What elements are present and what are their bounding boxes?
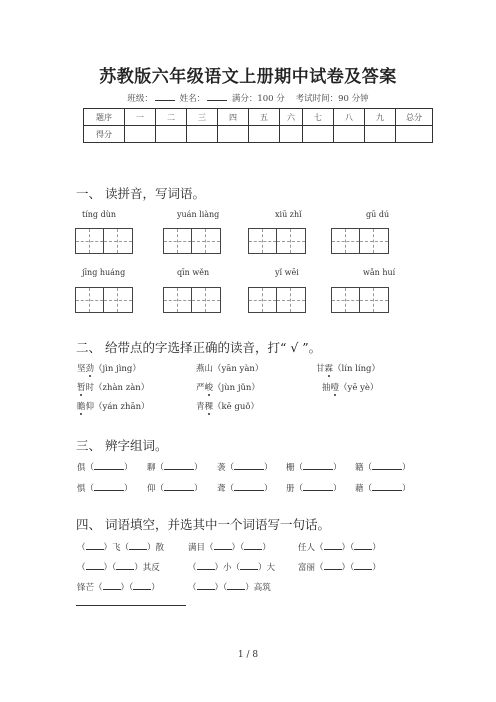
header-cell: 五 [249,109,280,126]
section-4-heading: 四、 词语填空，并选其中一个词语写一句话。 [76,517,330,532]
score-cell[interactable] [334,126,365,143]
answer-blank[interactable] [227,581,245,590]
score-cell[interactable] [365,126,396,143]
score-table [83,108,433,143]
dotted-char: 劲 [85,364,95,374]
idiom-text: ）大 [258,563,276,573]
idiom-text: ） [372,563,381,573]
answer-blank[interactable] [86,541,104,550]
char-label: 籍（ [355,463,373,473]
idiom-line[interactable] [298,541,381,553]
pinyin-label: wǎn huí [363,268,396,277]
item-text: 燕山（yān yàn） [196,364,264,374]
item-options: （jìn jìng） [94,364,141,374]
word-group[interactable] [355,461,411,473]
char-label: 聋（ [217,484,235,494]
answer-blank[interactable] [372,482,402,491]
char-label: 袭（ [217,463,235,473]
char-label: 俱（ [77,463,95,473]
class-label: 班级： [127,94,153,104]
idiom-text: （ [77,563,86,573]
idiom-text: （ [188,563,197,573]
word-group[interactable] [217,461,273,473]
pinyin-label: gū dú [366,210,390,219]
close-paren: ） [333,463,342,473]
score-cell[interactable] [396,126,433,143]
word-group[interactable] [77,482,133,494]
answer-blank[interactable] [94,482,124,491]
item-text: 严 [196,383,205,393]
word-group[interactable] [77,461,133,473]
answer-blank[interactable] [354,561,372,570]
header-cell: 九 [365,109,396,126]
close-paren: ） [124,484,133,494]
class-blank [155,91,175,101]
idiom-text: 锋芒（ [77,583,103,593]
header-cell: 三 [187,109,218,126]
answer-blank[interactable] [303,482,333,491]
writing-grid[interactable] [163,287,221,313]
word-group[interactable] [147,482,203,494]
idiom-text: 富丽（ [298,563,324,573]
writing-grid[interactable] [163,228,221,254]
score-cell[interactable] [280,126,303,143]
header-cell: 六 [280,109,303,126]
idiom-text: ）飞（ [103,543,130,553]
word-group[interactable] [286,461,342,473]
idiom-line[interactable] [298,561,381,573]
item-text: 抽 [322,383,331,393]
reading-item[interactable] [77,381,149,393]
score-cell[interactable] [303,126,334,143]
header-cell: 四 [218,109,249,126]
dotted-char: 噎 [330,383,340,393]
word-group[interactable] [217,482,273,494]
idiom-line[interactable] [188,541,271,553]
row-label: 得分 [84,126,125,143]
idiom-text: ）（ [214,583,228,593]
sentence-answer-line[interactable] [76,605,186,606]
dotted-char: 霖 [324,364,334,374]
writing-grid[interactable] [248,287,306,313]
idiom-text: ）散 [147,543,165,553]
score-table-header-row [84,109,433,126]
idiom-text: ） [151,583,160,593]
section-1-heading: 一、 读拼音，写词语。 [76,186,205,201]
document-title: 苏教版六年级语文上册期中试卷及答案 [99,67,397,87]
idiom-text: （ [77,543,86,553]
item-options: （kē guǒ） [213,402,259,412]
pinyin-label: qīn wěn [177,268,210,277]
idiom-text: ）（ [341,543,355,553]
answer-blank[interactable] [164,461,194,470]
item-options: （lín líng） [333,364,380,374]
idiom-text: ） [372,543,381,553]
answer-blank[interactable] [324,541,342,550]
answer-blank[interactable] [244,541,262,550]
word-group[interactable] [286,482,342,494]
reading-item[interactable] [77,400,150,412]
writing-grid[interactable] [331,228,389,254]
header-cell: 题序 [84,109,125,126]
header-cell: 总分 [396,109,433,126]
answer-blank[interactable] [164,482,194,491]
answer-blank[interactable] [197,561,215,570]
writing-grid[interactable] [248,228,306,254]
answer-blank[interactable] [354,541,372,550]
idiom-line[interactable] [77,581,160,593]
full-score: 满分：100 分 [231,94,285,104]
idiom-text: ） [262,543,271,553]
close-paren: ） [194,463,203,473]
header-cell: 八 [334,109,365,126]
idiom-text: ）（ [103,563,117,573]
writing-grid[interactable] [75,287,133,313]
score-cell[interactable] [249,126,280,143]
exam-time: 考试时间：90 分钟 [295,94,369,104]
answer-blank[interactable] [129,541,147,550]
idiom-text: ）高筑 [245,583,271,593]
dotted-char: 峻 [204,383,214,393]
close-paren: ） [124,463,133,473]
idiom-line[interactable] [77,561,160,573]
score-table-score-row [84,126,433,143]
dotted-char: 稞 [204,402,214,412]
close-paren: ） [264,484,273,494]
score-cell[interactable] [125,126,156,143]
idiom-line[interactable] [188,581,271,593]
close-paren: ） [194,484,203,494]
item-options: （yē yè） [339,383,379,393]
answer-blank[interactable] [303,461,333,470]
close-paren: ） [402,484,411,494]
idiom-text: ）（ [231,543,245,553]
score-cell[interactable] [156,126,187,143]
pinyin-label: xiū zhǐ [275,210,302,219]
exam-meta [0,91,496,104]
item-text: 坚 [77,364,86,374]
dotted-char: 暂 [77,383,86,393]
answer-blank[interactable] [240,561,258,570]
idiom-text: 任人（ [298,543,324,553]
answer-blank[interactable] [103,581,121,590]
reading-item[interactable] [322,381,378,393]
close-paren: ） [333,484,342,494]
char-label: 聊（ [147,463,165,473]
reading-item[interactable] [316,362,380,374]
reading-item[interactable] [196,362,263,374]
answer-blank[interactable] [133,581,151,590]
answer-blank[interactable] [94,461,124,470]
section-2-heading: 二、 给带点的字选择正确的读音，打“ √ ”。 [76,340,322,355]
answer-blank[interactable] [116,561,134,570]
answer-blank[interactable] [234,461,264,470]
answer-blank[interactable] [86,561,104,570]
answer-blank[interactable] [324,561,342,570]
name-blank [207,91,227,101]
pinyin-label: yǐ wēi [275,268,299,277]
idiom-text: ）（ [120,583,134,593]
header-cell: 七 [303,109,334,126]
idiom-text: ）（ [341,563,355,573]
pinyin-label: yuán liàng [177,210,220,219]
reading-item[interactable] [77,362,141,374]
score-cell[interactable] [218,126,249,143]
score-cell[interactable] [187,126,218,143]
item-options: 时（zhàn zàn） [85,383,150,393]
item-options: （jùn jǔn） [213,383,260,393]
char-label: 册（ [286,484,304,494]
item-text: 甘 [316,364,325,374]
item-options: 仰（yán zhān） [85,402,150,412]
idiom-text: ）小（ [214,563,241,573]
idiom-text: ）其反 [134,563,160,573]
writing-grid[interactable] [75,228,133,254]
answer-blank[interactable] [197,581,215,590]
pinyin-label: tíng dùn [82,210,117,219]
word-group[interactable] [355,482,411,494]
answer-blank[interactable] [214,541,232,550]
writing-grid[interactable] [331,287,389,313]
close-paren: ） [402,463,411,473]
word-group[interactable] [147,461,203,473]
reading-item[interactable] [196,400,259,412]
char-label: 藉（ [355,484,373,494]
char-label: 惧（ [77,484,95,494]
section-3-heading: 三、 辨字组词。 [76,438,168,453]
pinyin-label: jīng huáng [82,268,126,277]
idiom-line[interactable] [77,541,164,553]
dotted-char: 瞻 [77,402,86,412]
answer-blank[interactable] [234,482,264,491]
idiom-line[interactable] [188,561,275,573]
answer-blank[interactable] [372,461,402,470]
char-label: 仰（ [147,484,165,494]
header-cell: 一 [125,109,156,126]
header-cell: 二 [156,109,187,126]
char-label: 栅（ [286,463,304,473]
close-paren: ） [264,463,273,473]
idiom-text: 满目（ [188,543,214,553]
page-number: 1 / 8 [237,650,259,660]
reading-item[interactable] [196,381,260,393]
name-label: 姓名： [179,94,206,104]
idiom-text: （ [188,583,197,593]
item-text: 青 [196,402,205,412]
